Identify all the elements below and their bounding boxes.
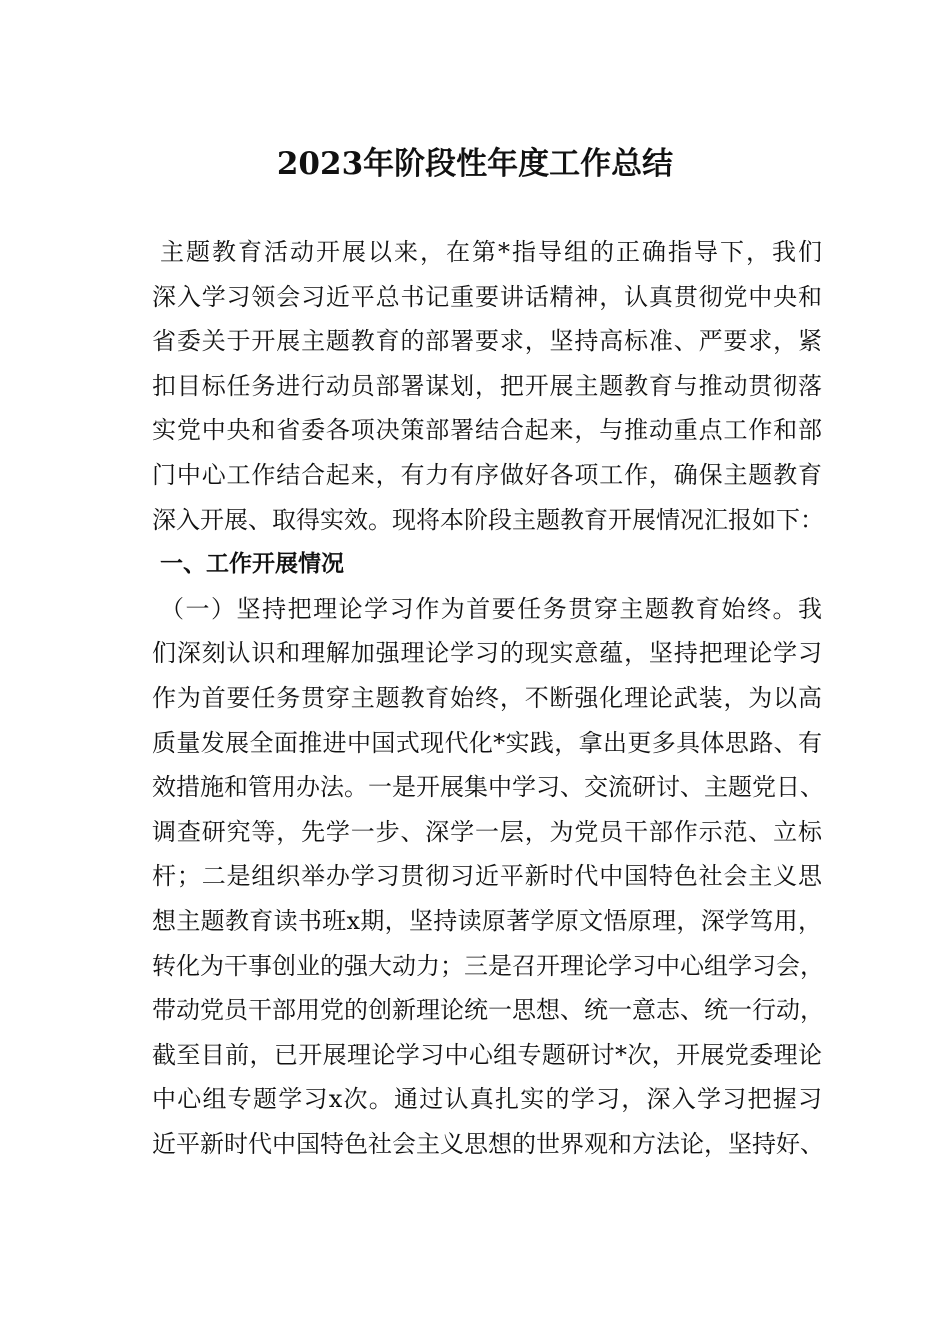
paragraph-line: 门中心工作结合起来，有力有序做好各项工作，确保主题教育 — [152, 460, 822, 489]
paragraph-line: 转化为干事创业的强大动力；三是召开理论学习中心组学习会， — [152, 951, 824, 980]
paragraph-line: 们深刻认识和理解加强理论学习的现实意蕴，坚持把理论学习 — [152, 639, 822, 668]
paragraph-line: 想主题教育读书班x期，坚持读原著学原文悟原理，深学笃用， — [152, 906, 822, 935]
paragraph-line: 扣目标任务进行动员部署谋划，把开展主题教育与推动贯彻落 — [152, 371, 822, 400]
paragraph-line: 中心组专题学习x次。通过认真扎实的学习，深入学习把握习 — [152, 1085, 822, 1114]
paragraph-line: 带动党员干部用党的创新理论统一思想、统一意志、统一行动， — [152, 996, 824, 1025]
paragraph-line: 省委关于开展主题教育的部署要求，坚持高标准、严要求，紧 — [152, 327, 822, 356]
paragraph-line: （一）坚持把理论学习作为首要任务贯穿主题教育始终。我 — [160, 594, 822, 623]
document-title: 2023年阶段性年度工作总结 — [276, 146, 674, 182]
paragraph-line: 主题教育活动开展以来，在第*指导组的正确指导下，我们 — [160, 238, 822, 266]
paragraph-line: 截至目前，已开展理论学习中心组专题研讨*次，开展党委理论 — [152, 1040, 822, 1069]
paragraph-line: 调查研究等，先学一步、深学一层，为党员干部作示范、立标 — [152, 817, 822, 846]
paragraph-line: 实党中央和省委各项决策部署结合起来，与推动重点工作和部 — [152, 416, 822, 445]
section-heading: 一、工作开展情况 — [160, 551, 344, 578]
paragraph-line: 作为首要任务贯穿主题教育始终，不断强化理论武装，为以高 — [152, 683, 822, 712]
paragraph-line: 深入学习领会习近平总书记重要讲话精神，认真贯彻党中央和 — [152, 282, 822, 311]
paragraph-line: 深入开展、取得实效。现将本阶段主题教育开展情况汇报如下： — [152, 505, 824, 534]
document-body — [0, 230, 950, 1166]
paragraph-line: 质量发展全面推进中国式现代化*实践，拿出更多具体思路、有 — [152, 728, 822, 757]
paragraph-line: 效措施和管用办法。一是开展集中学习、交流研讨、主题党日、 — [152, 773, 824, 802]
paragraph-line: 杆；二是组织举办学习贯彻习近平新时代中国特色社会主义思 — [152, 862, 822, 891]
paragraph-line: 近平新时代中国特色社会主义思想的世界观和方法论，坚持好、 — [152, 1129, 824, 1158]
